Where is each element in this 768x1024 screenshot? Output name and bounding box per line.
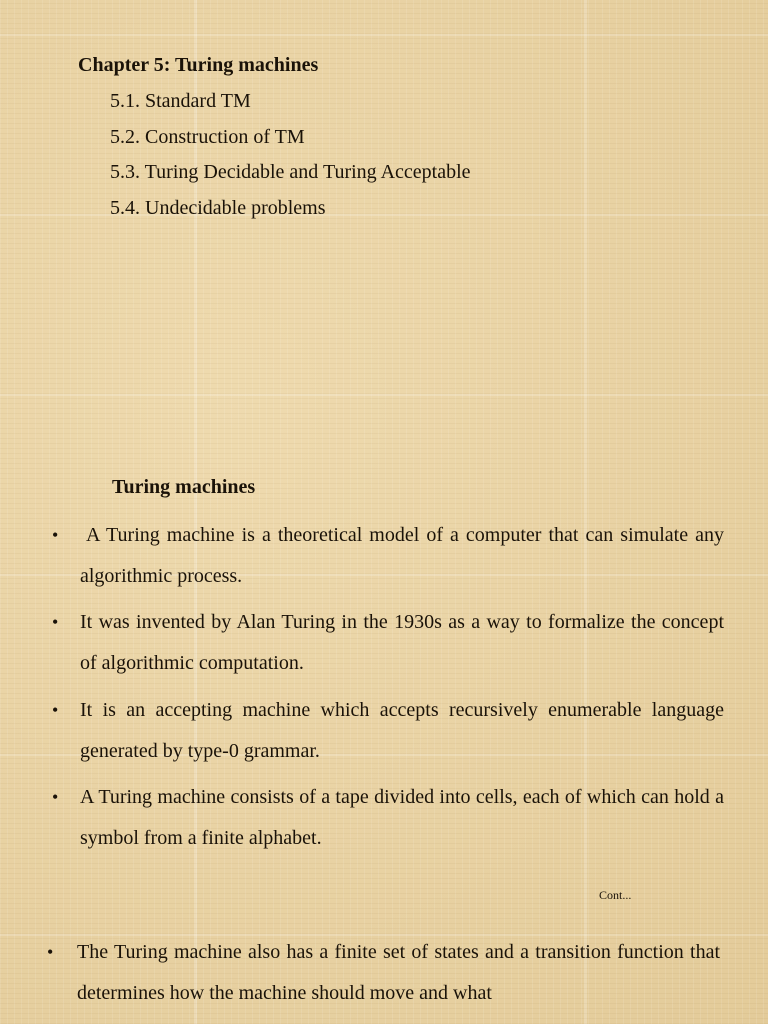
bullet-icon: • bbox=[52, 525, 59, 545]
table-of-contents bbox=[110, 88, 471, 230]
bullet-item bbox=[52, 777, 724, 859]
toc-item-5-1: 5.1. Standard TM bbox=[110, 90, 251, 112]
bullet-icon: • bbox=[52, 700, 59, 720]
bullet-text: A Turing machine is a theoretical model of a computer that can simulate any algorithmic process. bbox=[80, 524, 724, 587]
toc-item-5-4: 5.4. Undecidable problems bbox=[110, 196, 326, 219]
toc-item-5-3: 5.3. Turing Decidable and Turing Acceptable bbox=[110, 161, 471, 183]
chapter-title: Chapter 5: Turing machines bbox=[78, 54, 319, 76]
bullet-text: A Turing machine consists of a tape divided into cells, each of which can hold a symbol from a finite alphabet. bbox=[80, 786, 724, 849]
bullet-text: It is an accepting machine which accepts recursively enumerable language generated by type-0 grammar. bbox=[80, 699, 724, 762]
bullet-icon: • bbox=[52, 612, 59, 632]
bullet-icon: • bbox=[47, 942, 54, 962]
continued-label: Cont... bbox=[599, 888, 632, 902]
bullet-item bbox=[47, 932, 720, 1014]
bullet-item bbox=[52, 602, 724, 684]
bullet-text: The Turing machine also has a finite set of states and a transition function that determines how the machine should move and what bbox=[77, 941, 720, 1004]
section-heading: Turing machines bbox=[112, 476, 256, 498]
bullet-item bbox=[52, 690, 724, 772]
bullet-item bbox=[52, 515, 724, 597]
bullet-icon: • bbox=[52, 787, 59, 807]
toc-item-5-2: 5.2. Construction of TM bbox=[110, 125, 305, 148]
bullet-text: It was invented by Alan Turing in the 1930s as a way to formalize the concept of algorithmic computation. bbox=[80, 611, 724, 674]
